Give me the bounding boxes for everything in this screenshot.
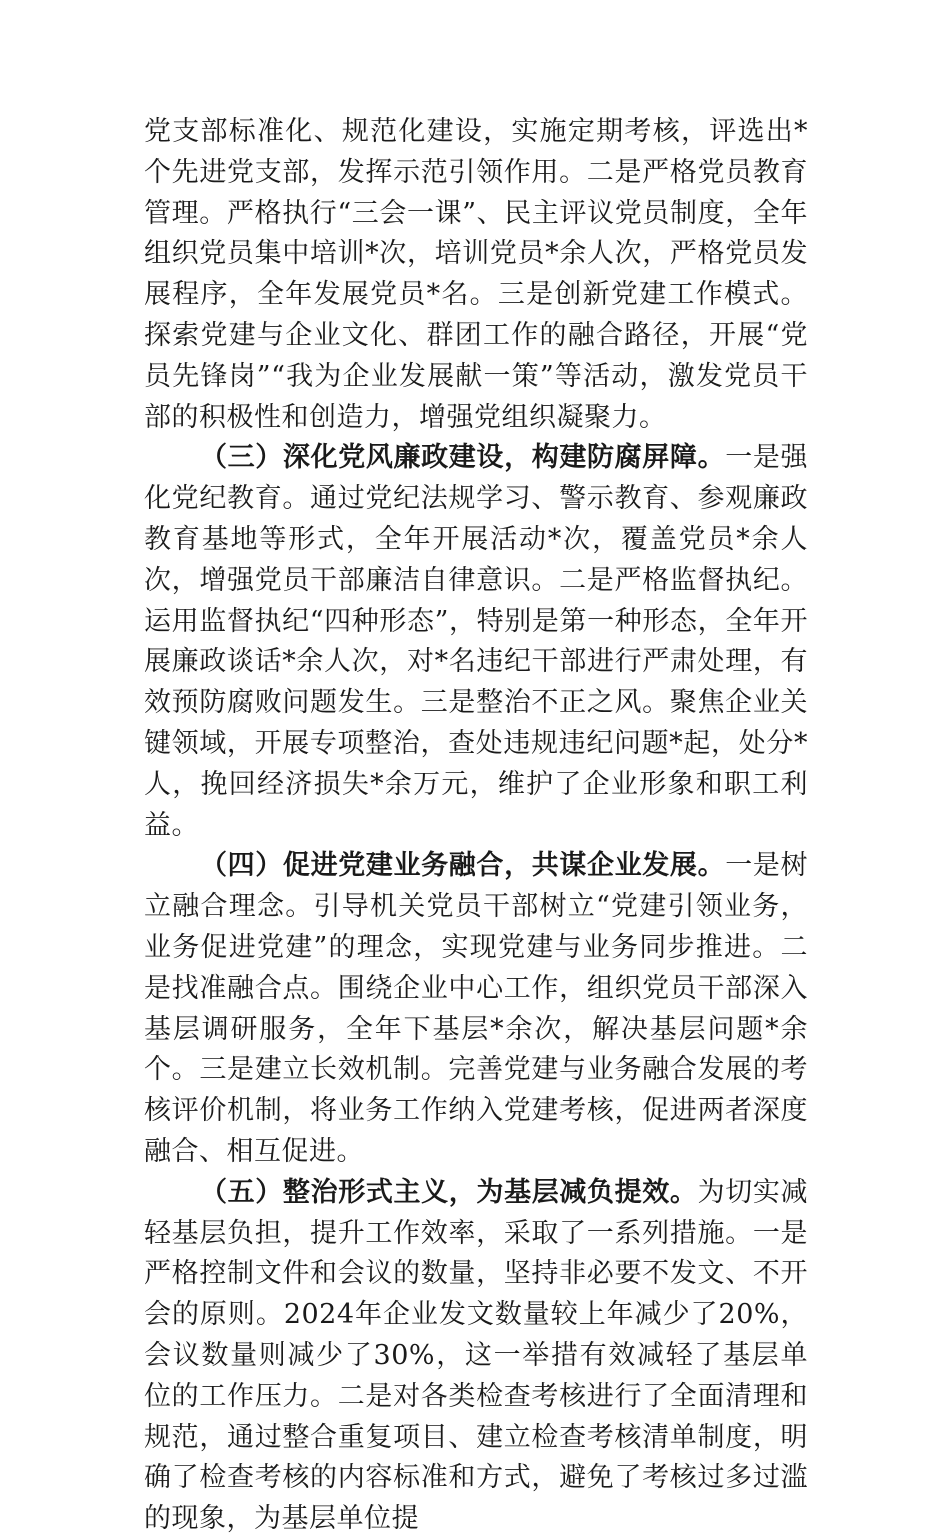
section-heading: （四）促进党建业务融合，共谋企业发展。 <box>200 850 726 882</box>
paragraph-body: 一是树立融合理念。引导机关党员干部树立“党建引领业务，业务促进党建”的理念，实现党建与业务同步推进。二是找准融合点。围绕企业中心工作，组织党员干部深入基层调研服务，全年下基层*余次，解决基层问题*余个。三是建立长效机制。完善党建与业务融合发展的考核评价机制，将业务工作纳入党建考核，促进两者深度融合、相互促进。 <box>144 850 809 1167</box>
paragraph-body: 一是强化党纪教育。通过党纪法规学习、警示教育、参观廉政教育基地等形式，全年开展活动*次，覆盖党员*余人次，增强党员干部廉洁自律意识。二是严格监督执纪。运用监督执纪“四种形态”，特别是第一种形态，全年开展廉政谈话*余人次，对*名违纪干部进行严肃处理，有效预防腐败问题发生。三是整治不正之风。聚焦企业关键领域，开展专项整治，查处违规违纪问题*起，处分*人，挽回经济损失*余万元，维护了企业形象和职工利益。 <box>144 442 809 841</box>
paragraph-continuation <box>144 112 808 438</box>
document-page <box>144 112 808 1540</box>
section-heading: （五）整治形式主义，为基层减负提效。 <box>200 1176 698 1208</box>
paragraph-section-3 <box>144 438 808 846</box>
paragraph-section-5 <box>144 1173 808 1540</box>
section-heading: （三）深化党风廉政建设，构建防腐屏障。 <box>200 442 726 474</box>
paragraph-section-4 <box>144 846 808 1172</box>
paragraph-body: 党支部标准化、规范化建设，实施定期考核，评选出*个先进党支部，发挥示范引领作用。二是严格党员教育管理。严格执行“三会一课”、民主评议党员制度，全年组织党员集中培训*次，培训党员*余人次，严格党员发展程序，全年发展党员*名。三是创新党建工作模式。探索党建与企业文化、群团工作的融合路径，开展“党员先锋岗”“我为企业发展献一策”等活动，激发党员干部的积极性和创造力，增强党组织凝聚力。 <box>144 116 808 433</box>
paragraph-body: 为切实减轻基层负担，提升工作效率，采取了一系列措施。一是严格控制文件和会议的数量，坚持非必要不发文、不开会的原则。2024年企业发文数量较上年减少了20%，会议数量则减少了30%，这一举措有效减轻了基层单位的工作压力。二是对各类检查考核进行了全面清理和规范，通过整合重复项目、建立检查考核清单制度，明确了检查考核的内容标准和方式，避免了考核过多过滥的现象，为基层单位提 <box>144 1176 809 1535</box>
